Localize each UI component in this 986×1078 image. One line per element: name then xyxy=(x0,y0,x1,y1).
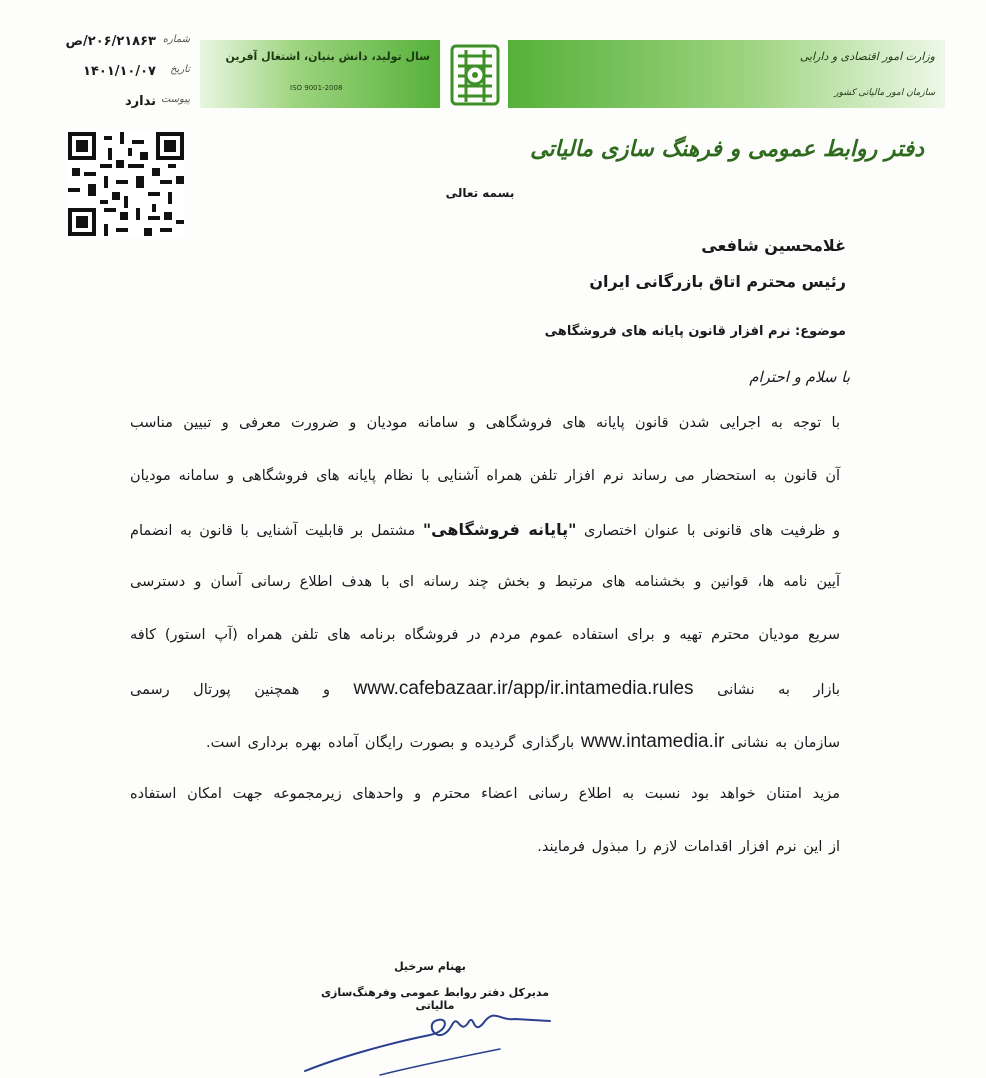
body-line-8: مزید امتنان خواهد بود نسبت به اطلاع رسانی اعضاء محترم و واحدهای زیرمجموعه جهت امکان استفاده xyxy=(130,786,840,802)
year-slogan: سال تولید، دانش بنیان، اشتغال آفرین xyxy=(225,50,430,63)
body-line-3-end: مشتمل بر قابلیت آشنایی با قانون به انضمام xyxy=(130,523,416,539)
letterhead-banner xyxy=(200,40,945,112)
attachment-value: ندارد xyxy=(124,94,156,109)
body-line-7 xyxy=(130,715,840,768)
body-line-6-end: و همچنین پورتال رسمی xyxy=(130,682,330,698)
body-line-6 xyxy=(130,662,840,715)
body-line-1: با توجه به اجرایی شدن قانون پایانه های فروشگاهی و سامانه مودیان و ضرورت معرفی و تبیین مناسب xyxy=(130,415,840,431)
signatory-title: مدیرکل دفتر روابط عمومی وفرهنگ‌سازی مالیاتی xyxy=(320,986,550,1012)
ministry-name: وزارت امور اقتصادی و دارایی xyxy=(799,50,935,63)
letter-date-row xyxy=(40,64,190,88)
slogan-band xyxy=(200,40,440,108)
attachment-label: پیوست xyxy=(160,94,190,105)
cafebazaar-link[interactable]: www.cafebazaar.ir/app/ir.intamedia.rules xyxy=(353,678,694,699)
body-line-3 xyxy=(130,503,840,556)
app-name: "پایانه فروشگاهی" xyxy=(422,520,577,539)
body-line-5: سریع مودیان محترم تهیه و برای استفاده عموم مردم در فروشگاه برنامه های تلفن همراه (آپ استور) کافه xyxy=(130,627,840,643)
letter-subject: موضوع: نرم افزار قانون پایانه های فروشگاهی xyxy=(544,324,846,339)
tax-organization-logo-icon xyxy=(444,40,506,110)
recipient-name: غلامحسین شافعی xyxy=(701,236,846,255)
number-label: شماره xyxy=(162,34,190,45)
greeting: با سلام و احترام xyxy=(749,368,850,386)
organization-name: سازمان امور مالیاتی کشور xyxy=(834,88,935,98)
body-line-7-end: بارگذاری گردیده و بصورت رایگان آماده بهره برداری است. xyxy=(206,735,575,751)
letter-body xyxy=(130,397,840,874)
department-title: دفتر روابط عمومی و فرهنگ سازی مالیاتی xyxy=(530,136,924,162)
signatory-name: بهنام سرخیل xyxy=(394,960,466,973)
date-label: تاریخ xyxy=(170,64,190,75)
recipient-title: رئیس محترم اتاق بازرگانی ایران xyxy=(589,272,846,291)
letter-number: ۲۰۶/۲۱۸۶۳/ص xyxy=(65,34,156,49)
ministry-band xyxy=(508,40,945,108)
body-line-2: آن قانون به استحضار می رساند نرم افزار تلفن همراه آشنایی با نظام پایانه های فروشگاهی و سامانه مودیان xyxy=(130,468,840,484)
body-line-7-start: سازمان به نشانی xyxy=(731,735,840,751)
body-line-4: آیین نامه ها، قوانین و بخشنامه های مرتبط و بخش چند رسانه ای با هدف اطلاع رسانی آسان و دسترسی xyxy=(130,574,840,590)
body-line-3-start: و ظرفیت های قانونی با عنوان اختصاری xyxy=(583,523,841,539)
basmala: بسمه تعالی xyxy=(445,186,515,200)
body-line-9: از این نرم افزار اقدامات لازم را مبذول فرمایند. xyxy=(537,839,840,855)
intamedia-link[interactable]: www.intamedia.ir xyxy=(580,731,725,752)
body-line-6-start: بازار به نشانی xyxy=(717,682,841,698)
iso-mark: ISO 9001-2008 xyxy=(290,84,343,92)
handwritten-signature-icon xyxy=(300,995,570,1078)
letter-date: ۱۴۰۱/۱۰/۰۷ xyxy=(83,64,156,79)
attachment-row xyxy=(40,94,190,118)
qr-code-icon xyxy=(68,132,184,236)
letter-number-row xyxy=(40,34,190,58)
